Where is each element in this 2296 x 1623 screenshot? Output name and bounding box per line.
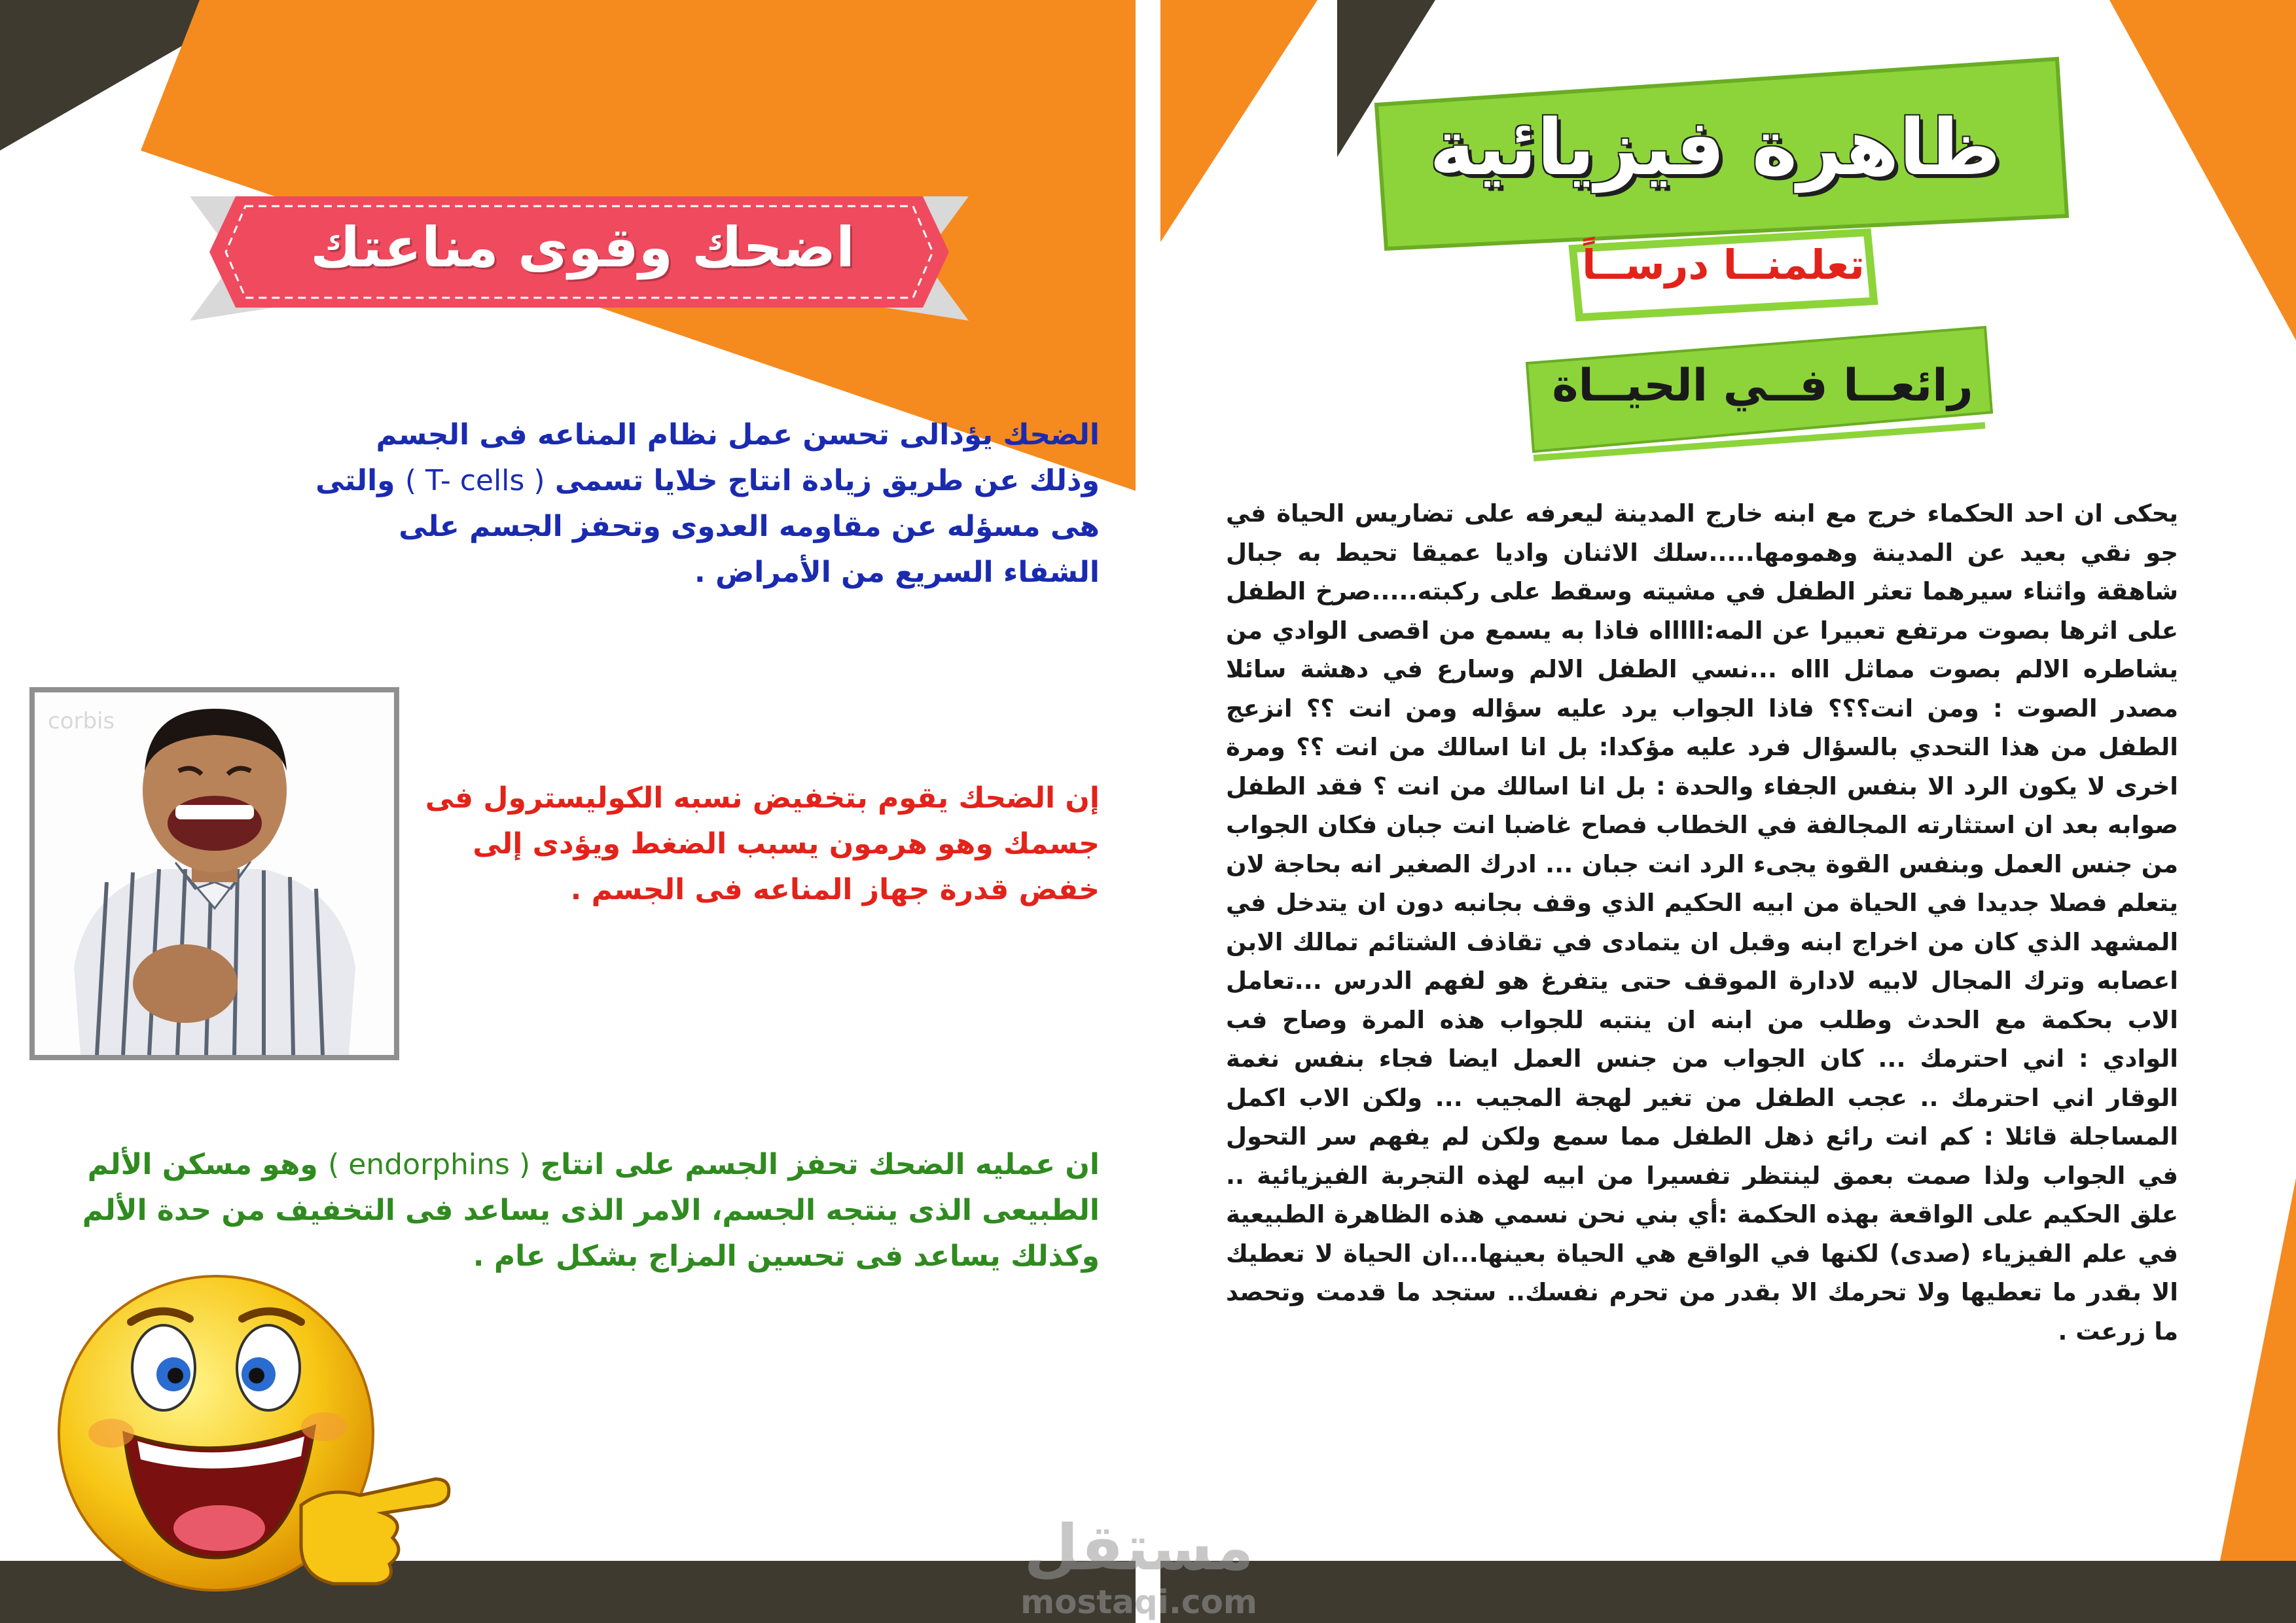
paragraph-blue-part2: والتى هى مسؤله عن مقاومه العدوى وتحفز الجسم على الشفاء السريع من الأمراض . bbox=[315, 464, 1100, 589]
dark-bottom-band bbox=[1160, 1561, 2296, 1623]
subtitle-learned-lesson: تعلمنــا درســاً bbox=[1582, 241, 1865, 289]
paragraph-immune-t-cells bbox=[308, 412, 1100, 596]
orange-top-left-shape bbox=[1160, 0, 1318, 242]
paragraph-blue-part1: الضحك يؤدالى تحسن عمل نظام المناعه فى الجسم وذلك عن طريق زيادة انتاج خلايا تسمى bbox=[376, 418, 1100, 497]
watermark-url: mostaqi.com bbox=[1020, 1583, 1257, 1621]
laughing-man-illustration bbox=[35, 692, 394, 1055]
orange-bottom-right-shape bbox=[2208, 1178, 2296, 1623]
watermark-arabic: مستقل bbox=[1024, 1511, 1254, 1584]
photo-watermark-text: corbis bbox=[48, 708, 115, 734]
paragraph-green-part2: وهو مسكن الألم الطبيعى الذى ينتجه الجسم، الامر الذى يساعد فى التخفيف من حدة الألم وكذلك يساعد فى تحسين المزاج بشكل عام . bbox=[82, 1148, 1100, 1273]
paragraph-cholesterol: إن الضحك يقوم بتخفيض نسبه الكوليسترول فى جسمك وهو هرمون يسبب الضغط ويؤدى إلى خفض قدرة جهاز المناعه فى الجسم . bbox=[425, 781, 1100, 906]
page-gutter bbox=[1136, 0, 1160, 1623]
laughing-smiley-icon bbox=[52, 1270, 458, 1623]
right-page bbox=[1160, 0, 2296, 1623]
laughing-mouth bbox=[168, 796, 262, 851]
hand-on-chest bbox=[133, 944, 238, 1023]
laughing-man-photo bbox=[29, 687, 399, 1060]
main-title: ظاهرة فيزيائية bbox=[1429, 102, 2001, 192]
t-cells-term: ( T- cells ) bbox=[404, 464, 545, 497]
paragraph-green-part1: ان عمليه الضحك تحفز الجسم على انتاج bbox=[540, 1148, 1100, 1181]
echo-story-paragraph: يحكى ان احد الحكماء خرج مع ابنه خارج المدينة ليعرفه على تضاريس الحياة في جو نقي بعيد عن المدينة وهمومها.....سلك الاثنان واديا عميقا تحيط به جبال شاهقة واثناء سيرهما تعثر الطفل في مشيته وسقط على ركبته.....صرخ الطفل على اثرها بصوت مرتفع تعبيرا عن المه:اااااه فاذا به يسمع من اقصى الوادي من يشاطره الالم بصوت مماثل اااه ...نسي الطفل الالم وسارع في دهشة سائلا مصدر الصوت : ومن انت؟؟؟ فاذا الجواب يرد عليه سؤاله ومن انت ؟؟ انزعج الطفل من هذا التحدي بالسؤال فرد عليه مؤكدا: بل انا اسالك من انت ؟؟ ومرة اخرى لا يكون الرد الا بنفس الجفاء والحدة : بل انا اسالك من انت ؟ فقد الطفل صوابه بعد ان استثارته المجالفة في الخطاب فصاح غاضبا انت جبان فكان الجواب من جنس العمل وبنفس القوة يجىء الرد انت جبان ... ادرك الصغير انه بحاجة لان يتعلم فصلا جديدا في الحياة من ابيه الحكيم الذي وقف بجانبه دون ان يتدخل في المشهد الذي كان من اخراج ابنه وقبل ان يتمادى في تقاذف الشتائم تمالك الابن اعصابه وترك المجال لابيه لادارة الموقف حتى يتفرغ هو لفهم الدرس ...تعامل الاب بحكمة مع الحدث وطلب من ابنه ان ينتبه للجواب هذه المرة وصاح فب الوادي : اني احترمك ... كان الجواب من جنس العمل ايضا فجاء بنفس نغمة الوقار اني احترمك .. عجب الطفل من تغير لهجة المجيب ... ولكن الاب اكمل المساجلة قائلا : كم انت رائع ذهل الطفل مما سمع ولكن لم يفهم سر التحول في الجواب ولذا صمت بعمق لينتظر تفسيرا من ابيه لهذه التجربة الفيزيائية .. علق الحكيم على الواقعة بهذه الحكمة :أي بني نحن نسمي هذه الظاهرة الطبيعية في علم الفيزياء (صدى) لكنها في الواقع هي الحياة بعينها...ان الحياة لا تعطيك الا بقدر ما تعطيها ولا تحرمك الا بقدر من تحرم نفسك.. ستجد ما قدمت وتحصد ما زرعت . bbox=[1226, 499, 2178, 1346]
left-page bbox=[0, 0, 1136, 1623]
site-watermark bbox=[969, 1512, 1309, 1623]
orange-top-right-shape bbox=[2109, 0, 2296, 340]
paragraph-endorphins bbox=[52, 1142, 1100, 1279]
ribbon-title: اضحك وقوى مناعتك bbox=[310, 215, 855, 279]
subtitle-great-in-life: رائعــا فــي الحيــاة bbox=[1552, 360, 1973, 412]
endorphins-term: ( endorphins ) bbox=[328, 1148, 531, 1181]
